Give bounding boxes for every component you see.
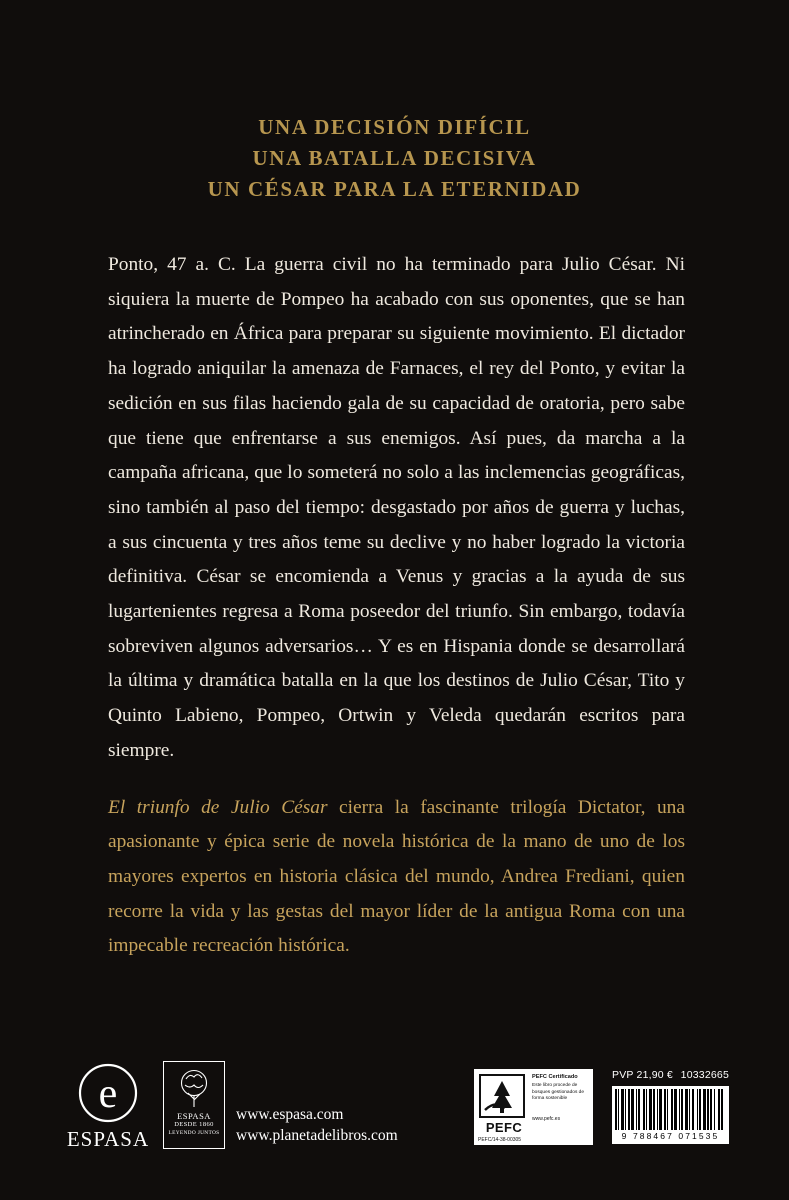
blurb-paragraph-1: Ponto, 47 a. C. La guerra civil no ha terminado para Julio César. Ni siquiera la muerte de Pompeo ha acabado con sus oponentes, que se han atrincherado en África para preparar su siguiente movimiento. El dictador ha logrado aniquilar la amenaza de Farnaces, el rey del Ponto, y evitar la sedición en sus filas haciendo gala de su capacidad de oratoria, pero sabe que tiene que enfrentarse a sus enemigos. Así pues, da marcha a la campaña africana, que lo someterá no solo a las inclemencias geográficas, sino también al paso del tiempo: desgastado por años de guerra y luchas, a sus cincuenta y tres años teme su declive y no haber logrado la victoria definitiva. César se encomienda a Venus y gracias a la ayuda de sus lugartenientes regresa a Roma poseedor del triunfo. Sin embargo, todavía sobreviven algunos adversarios… Y es en Hispania donde se desarrollará la última y dramática batalla en la que los destinos de Julio César, Tito y Quinto Labieno, Pompeo, Ortwin y Veleda quedarán escritos para siempre. [108,254,685,761]
pefc-tree-icon [479,1074,525,1118]
pefc-site[interactable]: www.pefc.es [532,1115,561,1122]
pefc-text [532,1073,590,1122]
pefc-wordmark: PEFC [485,1120,523,1135]
espasa-emblem-icon [78,1063,138,1123]
price-label: PVP 21,90 € [612,1069,673,1081]
espasa-logo [62,1063,154,1152]
espasa-wordmark: ESPASA [66,1127,150,1151]
urls-block [236,1104,398,1146]
barcode [612,1086,729,1144]
url-espasa[interactable]: www.espasa.com [236,1106,344,1123]
seal-line-3: LEYENDO JUNTOS [168,1130,220,1136]
barcode-bars [615,1089,726,1130]
price-row [612,1069,729,1081]
seal-line-1: ESPASA [177,1111,211,1121]
headline-block [0,112,789,205]
headline-line-1: UNA DECISIÓN DIFÍCIL [258,115,531,139]
pefc-certified-label: PEFC Certificado [532,1074,578,1080]
svg-text:e: e [98,1071,118,1117]
pefc-logo [479,1074,529,1140]
url-planetadelibros[interactable]: www.planetadelibros.com [236,1127,398,1144]
headline-line-3: UN CÉSAR PARA LA ETERNIDAD [207,177,582,201]
pefc-code: PEFC/14-38-00305 [478,1137,522,1143]
tree-icon [163,1067,225,1114]
item-code: 10332665 [680,1069,729,1081]
pefc-block [474,1069,593,1145]
pefc-description: Este libro procede de bosques gestionados de forma sostenible [532,1083,585,1102]
blurb-closing-rest: cierra la fascinante trilogía Dictator, una apasionante y épica serie de novela histórica de la mano de uno de los mayores expertos en historia clásica del mundo, Andrea Frediani, quien recorre la vida y las gestas del mayor líder de la antigua Roma con una impecable recreación histórica. [108,796,685,957]
espasa-seal [163,1061,227,1153]
isbn-digits: 9 788467 071535 [621,1131,720,1141]
blurb-closing-paragraph [108,791,685,965]
blurb-block [108,248,685,964]
headline-line-2: UNA BATALLA DECISIVA [252,146,537,170]
seal-line-2: DESDE 1860 [174,1121,214,1128]
footer [0,1055,789,1200]
book-title-italic: El triunfo de Julio César [108,796,328,818]
